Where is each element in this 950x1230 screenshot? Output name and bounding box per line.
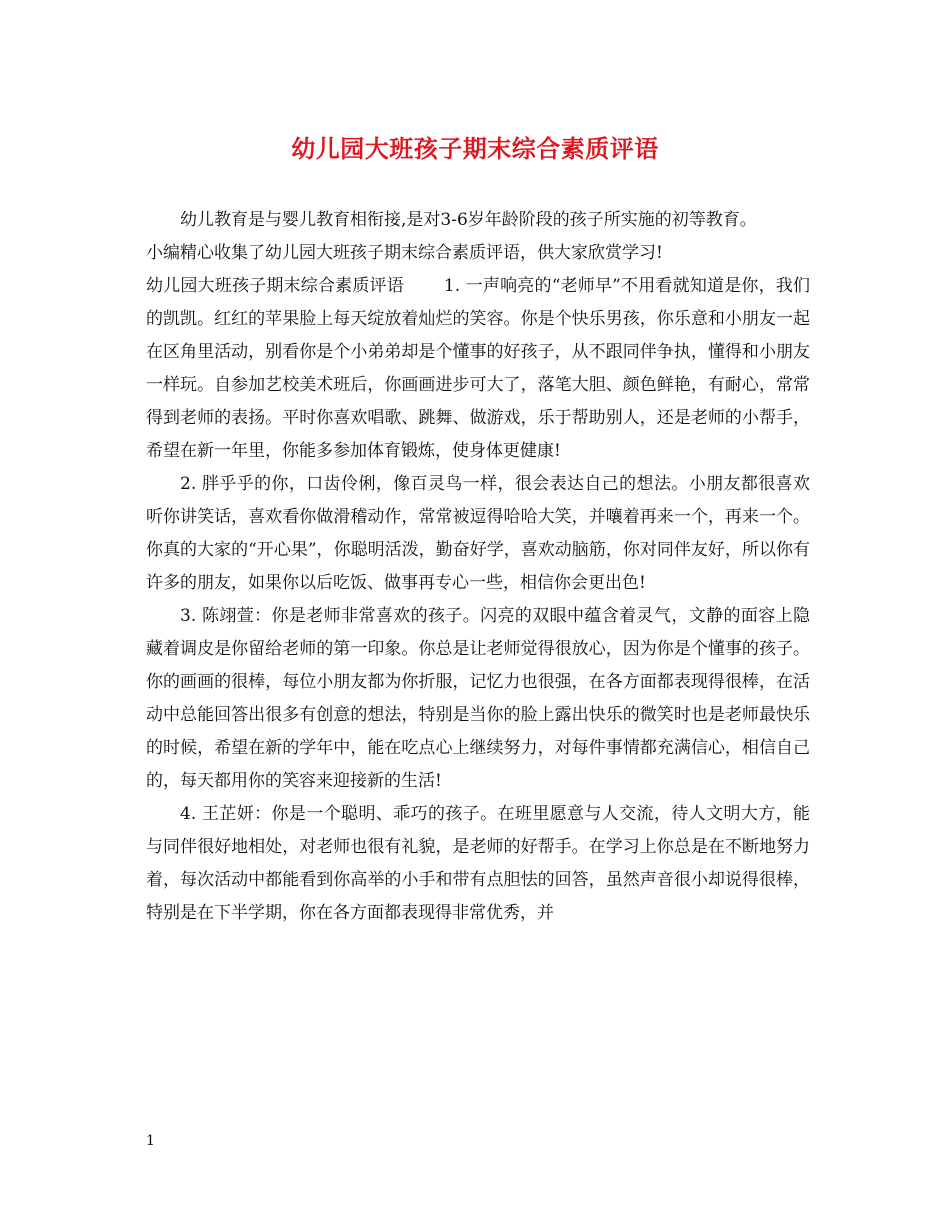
document-body: [146, 204, 810, 930]
page-number: 1: [146, 1133, 155, 1149]
intro-line-1: 幼儿教育是与婴儿教育相衔接,是对3-6岁年龄阶段的孩子所实施的初等教育。: [180, 210, 757, 230]
paragraph-2: 2. 胖乎乎的你，口齿伶俐，像百灵鸟一样，很会表达自己的想法。小朋友都很喜欢听你讲笑话，喜欢看你做滑稽动作，常常被逗得哈哈大笑，并嚷着再来一个，再来一个。你真的大家的“开心果”，你聪明活泼，勤奋好学，喜欢动脑筋，你对同伴友好，所以你有许多的朋友，如果你以后吃饭、做事再专心一些，相信你会更出色!: [146, 474, 810, 593]
paragraph-1: 幼儿园大班孩子期末综合素质评语 1. 一声响亮的“老师早”不用看就知道是你，我们的凯凯。红红的苹果脸上每天绽放着灿烂的笑容。你是个快乐男孩，你乐意和小朋友一起在区角里活动，别看你是个小弟弟却是个懂事的好孩子，从不跟同伴争执，懂得和小朋友一样玩。自参加艺校美术班后，你画画进步可大了，落笔大胆、颜色鲜艳，有耐心，常常得到老师的表扬。平时你喜欢唱歌、跳舞、做游戏，乐于帮助别人，还是老师的小帮手，希望在新一年里，你能多参加体育锻炼，使身体更健康!: [146, 276, 810, 461]
intro-line-2: 小编精心收集了幼儿园大班孩子期末综合素质评语，供大家欣赏学习!: [146, 243, 663, 263]
paragraph-3: 3. 陈翊萱：你是老师非常喜欢的孩子。闪亮的双眼中蕴含着灵气，文静的面容上隐藏着调皮是你留给老师的第一印象。你总是让老师觉得很放心，因为你是个懂事的孩子。你的画画的很棒，每位小朋友都为你折服，记忆力也很强，在各方面都表现得很棒，在活动中总能回答出很多有创意的想法，特别是当你的脸上露出快乐的微笑时也是老师最快乐的时候，希望在新的学年中，能在吃点心上继续努力，对每件事情都充满信心，相信自己的，每天都用你的笑容来迎接新的生活!: [146, 606, 810, 791]
document-title: 幼儿园大班孩子期末综合素质评语: [291, 134, 659, 163]
paragraph-4: 4. 王芷妍：你是一个聪明、乖巧的孩子。在班里愿意与人交流，待人文明大方，能与同伴很好地相处，对老师也很有礼貌，是老师的好帮手。在学习上你总是在不断地努力着，每次活动中都能看到你高举的小手和带有点胆怯的回答，虽然声音很小却说得很棒，特别是在下半学期，你在各方面都表现得非常优秀，并: [146, 804, 810, 923]
